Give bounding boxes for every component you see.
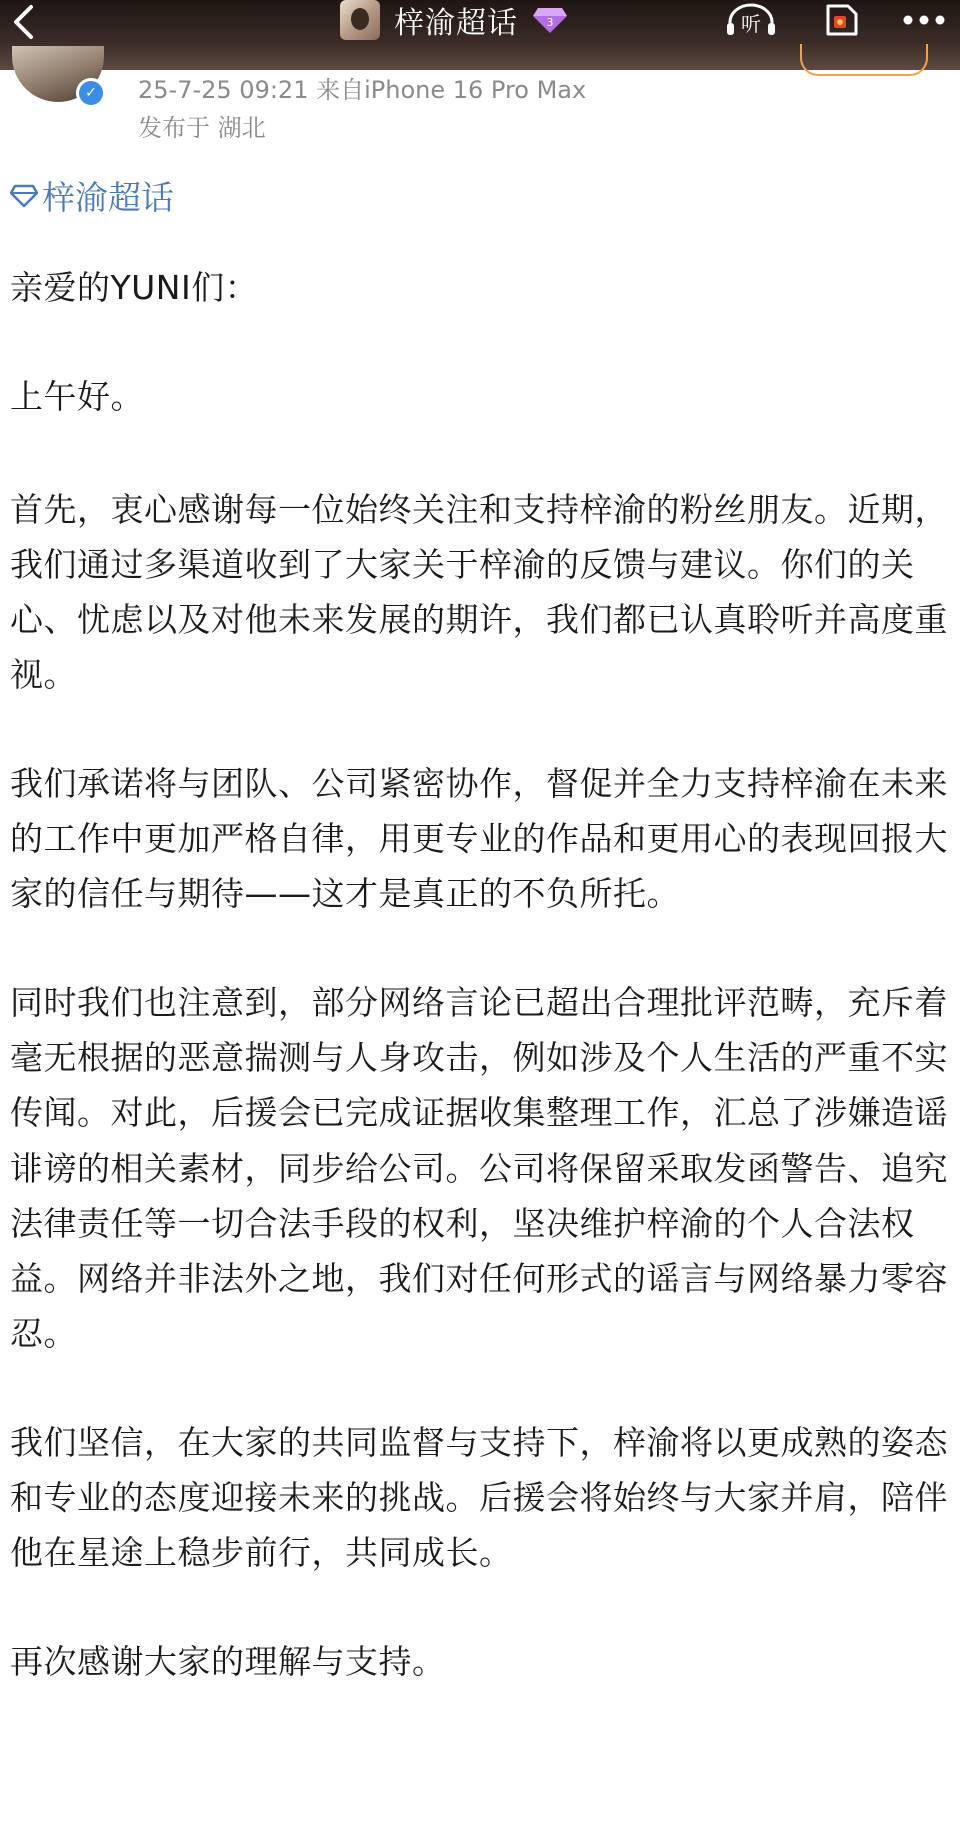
red-envelope-button[interactable] [820,2,860,38]
more-dots-icon [902,14,946,26]
nav-title-group[interactable] [340,0,568,40]
svg-text:3: 3 [546,16,554,29]
back-chevron-icon [11,4,35,40]
verified-icon: ✓ [76,78,106,108]
post-location: 发布于 湖北 [138,114,266,142]
body-paragraph-2: 我们承诺将与团队、公司紧密协作，督促并全力支持梓渝在未来的工作中更加严格自律，用更专业的作品和更用心的表现回报大家的信任与期待——这才是真正的不负所托。 [10,763,948,914]
super-topic-link[interactable] [10,172,174,219]
post-body [10,260,955,1742]
post-timestamp-source: 25-7-25 09:21 来自iPhone 16 Pro Max [138,76,587,104]
nav-actions [724,0,946,40]
more-button[interactable] [902,14,946,26]
follow-button[interactable] [800,44,928,76]
back-button[interactable] [6,2,40,42]
red-envelope-icon [820,2,860,38]
salute-line: 上午好。 [10,377,144,417]
body-paragraph-5: 再次感谢大家的理解与支持。 [10,1641,446,1681]
listen-button[interactable] [724,2,778,38]
super-topic-label: 梓渝超话 [42,178,174,217]
body-paragraph-1: 首先，衷心感谢每一位始终关注和支持梓渝的粉丝朋友。近期，我们通过多渠道收到了大家关于梓渝的反馈与建议。你们的关心、忧虑以及对他未来发展的期许，我们都已认真聆听并高度重视。 [10,489,948,695]
diamond-topic-icon [10,184,38,208]
nav-title: 梓渝超话 [394,6,518,41]
body-paragraph-4: 我们坚信，在大家的共同监督与支持下，梓渝将以更成熟的姿态和专业的态度迎接未来的挑战。后援会将始终与大家并肩，陪伴他在星途上稳步前行，共同成长。 [10,1422,948,1573]
listen-label: 听 [741,12,761,36]
topic-avatar [340,0,380,40]
body-paragraph-3: 同时我们也注意到，部分网络言论已超出合理批评范畴，充斥着毫无根据的恶意揣测与人身攻击，例如涉及个人生活的严重不实传闻。对此，后援会已完成证据收集整理工作，汇总了涉嫌造谣诽谤的相关素材，同步给公司。公司将保留采取发函警告、追究法律责任等一切合法手段的权利，坚决维护梓渝的个人合法权益。网络并非法外之地，我们对任何形式的谣言与网络暴力零容忍。 [10,982,948,1354]
greeting-line: 亲爱的YUNI们： [10,268,259,307]
headphones-listen-icon [724,2,778,38]
super-topic-gem-icon [532,5,568,35]
